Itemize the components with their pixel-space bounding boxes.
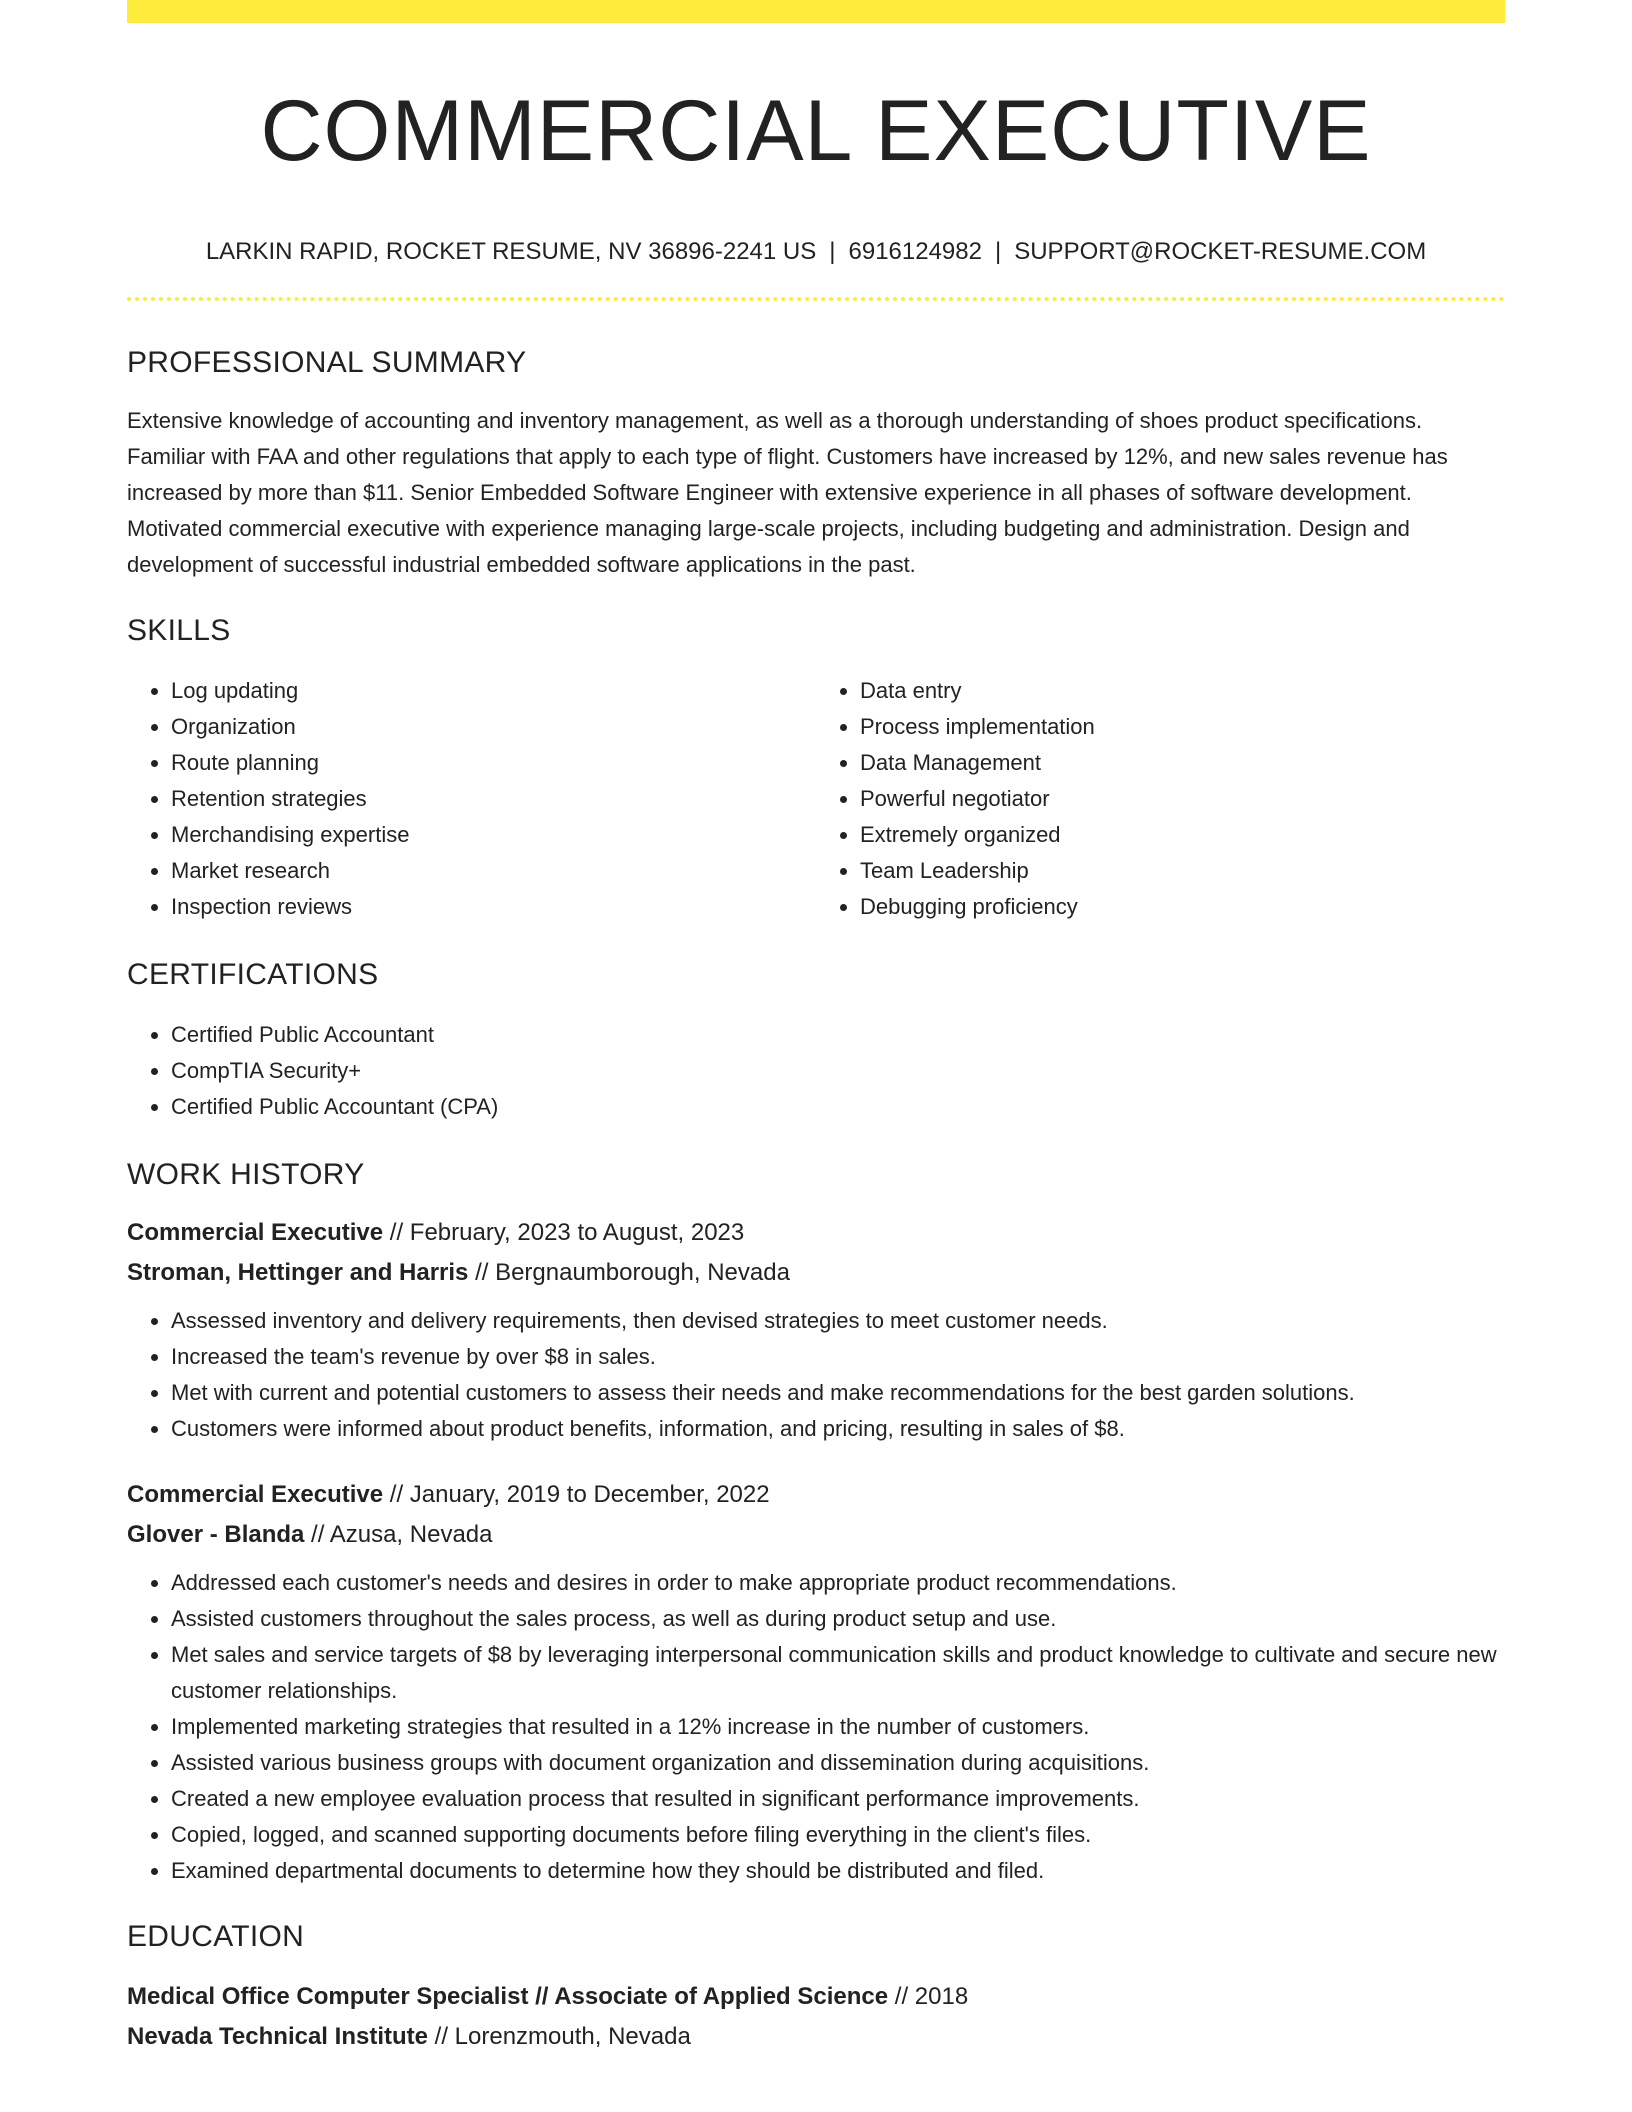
dotted-divider <box>127 297 1505 301</box>
job-company: Stroman, Hettinger and Harris <box>127 1259 469 1286</box>
skills-columns <box>127 673 1505 925</box>
skill-item: • Process implementation <box>860 709 1505 745</box>
job-role: Commercial Executive <box>127 1219 384 1246</box>
job-bullet: • Increased the team's revenue by over $8 in sales. <box>171 1339 1505 1375</box>
skills-list-left <box>127 673 816 925</box>
education-school-line <box>127 2017 1505 2057</box>
job-dates: // February, 2023 to August, 2023 <box>383 1219 745 1246</box>
section-title-skills: SKILLS <box>127 614 231 647</box>
job-company-line <box>127 1253 1505 1293</box>
section-title-certifications: CERTIFICATIONS <box>127 958 379 991</box>
job-bullet: • Addressed each customer's needs and desires in order to make appropriate product recommendations. <box>171 1565 1505 1601</box>
job-location: // Bergnaumborough, Nevada <box>468 1259 790 1286</box>
education-location: // Lorenzmouth, Nevada <box>427 2023 691 2050</box>
job-bullet: • Assisted customers throughout the sales process, as well as during product setup and use. <box>171 1601 1505 1637</box>
skills-list-right <box>816 673 1505 925</box>
job-title-line <box>127 1475 1505 1515</box>
job-bullet: • Examined departmental documents to determine how they should be distributed and filed. <box>171 1853 1505 1889</box>
resume-page <box>127 0 1505 2057</box>
job-bullet: • Met with current and potential customers to assess their needs and make recommendations for the best garden solutions. <box>171 1375 1505 1411</box>
contact-separator: | <box>829 238 836 265</box>
certification-item: • Certified Public Accountant (CPA) <box>171 1089 1505 1125</box>
education-school: Nevada Technical Institute <box>127 2023 428 2050</box>
job-bullet: • Met sales and service targets of $8 by leveraging interpersonal communication skills and product knowledge to cultivate and secure new customer relationships. <box>171 1637 1505 1709</box>
section-title-education: EDUCATION <box>127 1920 305 1953</box>
job-company-line <box>127 1515 1505 1555</box>
skill-item: • Data Management <box>860 745 1505 781</box>
job-bullet: • Assisted various business groups with document organization and dissemination during acquisitions. <box>171 1745 1505 1781</box>
job-bullet: • Assessed inventory and delivery requirements, then devised strategies to meet customer needs. <box>171 1303 1505 1339</box>
skill-item: • Powerful negotiator <box>860 781 1505 817</box>
certifications-list <box>127 1017 1505 1125</box>
contact-email: SUPPORT@ROCKET-RESUME.COM <box>1014 238 1427 265</box>
skill-item: • Retention strategies <box>171 781 816 817</box>
job-title-line <box>127 1213 1505 1253</box>
education-degree: Medical Office Computer Specialist // Associate of Applied Science <box>127 1983 889 2010</box>
contact-phone: 6916124982 <box>848 238 982 265</box>
job-bullet: • Implemented marketing strategies that resulted in a 12% increase in the number of customers. <box>171 1709 1505 1745</box>
section-title-work-history: WORK HISTORY <box>127 1158 365 1191</box>
skill-item: • Debugging proficiency <box>860 889 1505 925</box>
skill-item: • Log updating <box>171 673 816 709</box>
skill-item: • Extremely organized <box>860 817 1505 853</box>
summary-text: Extensive knowledge of accounting and inventory management, as well as a thorough understanding of shoes product specifications. Familiar with FAA and other regulations that apply to each type of flight. Customers have increased by 12%, and new sales revenue has increased by more than $11. Senior Embedded Software Engineer with extensive experience in all phases of software development. Motivated commercial executive with experience managing large-scale projects, including budgeting and administration. Design and development of successful industrial embedded software applications in the past. <box>127 408 1448 577</box>
job-bullet: • Created a new employee evaluation process that resulted in significant performance improvements. <box>171 1781 1505 1817</box>
job-bullets <box>127 1565 1505 1889</box>
skill-item: • Data entry <box>860 673 1505 709</box>
education-degree-line <box>127 1977 1505 2017</box>
skill-item: • Merchandising expertise <box>171 817 816 853</box>
skill-item: • Inspection reviews <box>171 889 816 925</box>
contact-separator: | <box>994 238 1002 265</box>
job-dates: // January, 2019 to December, 2022 <box>383 1481 770 1508</box>
job-bullet: • Customers were informed about product benefits, information, and pricing, resulting in sales of $8. <box>171 1411 1505 1447</box>
job-bullets <box>127 1303 1505 1447</box>
resume-title: COMMERCIAL EXECUTIVE <box>260 83 1372 179</box>
accent-bar <box>127 0 1505 23</box>
job-location: // Azusa, Nevada <box>304 1521 493 1548</box>
certification-item: • CompTIA Security+ <box>171 1053 1505 1089</box>
contact-address: LARKIN RAPID, ROCKET RESUME, NV 36896-2241 US <box>205 238 817 265</box>
skill-item: • Team Leadership <box>860 853 1505 889</box>
skill-item: • Route planning <box>171 745 816 781</box>
job-company: Glover - Blanda <box>127 1521 305 1548</box>
education-year: // 2018 <box>888 1983 969 2010</box>
job-role: Commercial Executive <box>127 1481 384 1508</box>
job-bullet: • Copied, logged, and scanned supporting documents before filing everything in the client's files. <box>171 1817 1505 1853</box>
section-title-summary: PROFESSIONAL SUMMARY <box>127 346 527 379</box>
skill-item: • Organization <box>171 709 816 745</box>
skill-item: • Market research <box>171 853 816 889</box>
certification-item: • Certified Public Accountant <box>171 1017 1505 1053</box>
contact-line <box>127 237 1505 267</box>
